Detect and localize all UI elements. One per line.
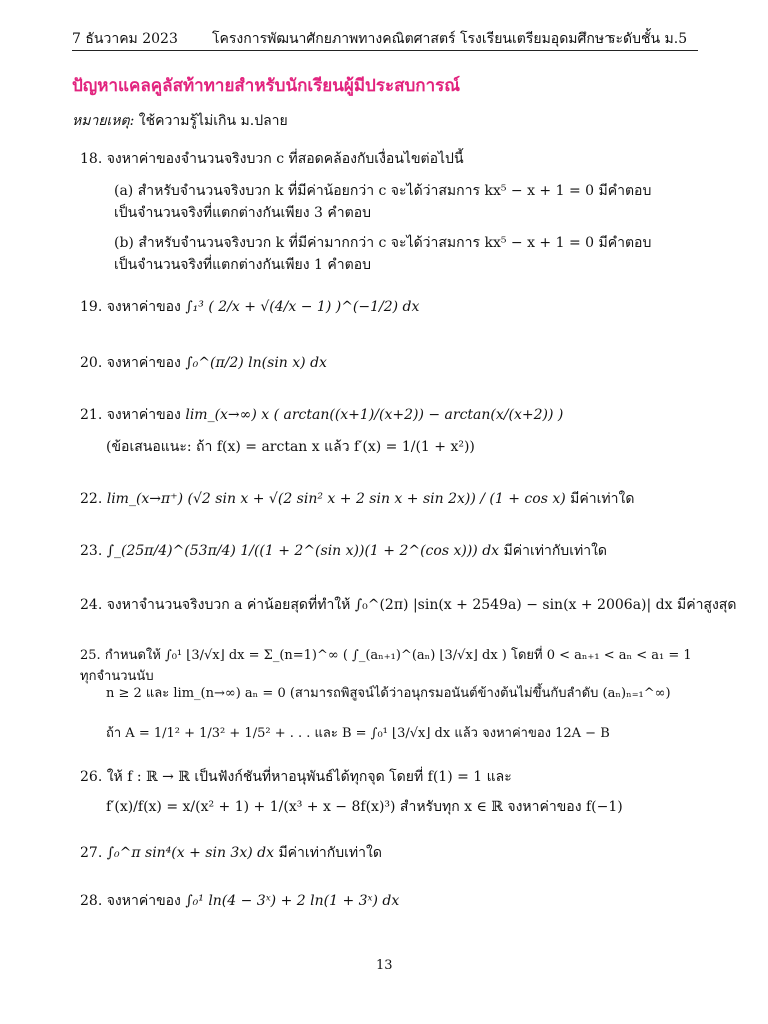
problem-line-1: กำหนดให้ ∫₀¹ ⌊3/√x⌋ dx = Σ_(n=1)^∞ ( ∫_(aₙ₊₁)^(aₙ) ⌊3/√x⌋ dx ) โดยที่ 0 < aₙ₊₁ < aₙ < a₁ = 1 ทุกจำนวนนับ — [80, 648, 692, 684]
problem-25 — [80, 644, 700, 686]
problem-25-line-2: n ≥ 2 และ lim_(n→∞) aₙ = 0 (สามารถพิสูจน์ได้ว่าอนุกรมอนันต์ข้างต้นไม่ขึ้นกับลำดับ (aₙ)ₙ₌₁^∞) — [106, 686, 671, 701]
problem-number: 26. — [80, 769, 103, 785]
problem-number: 20. — [80, 355, 103, 371]
problem-text: จงหาจำนวนจริงบวก a ค่าน้อยสุดที่ทำให้ ∫₀^(2π) |sin(x + 2549a) − sin(x + 2006a)| dx มีค่าสูงสุด — [106, 597, 737, 613]
problem-expression: lim_(x→π⁺) (√2 sin x + √(2 sin² x + 2 sin x + sin 2x)) / (1 + cos x) — [106, 491, 566, 507]
note-label: หมายเหตุ: — [72, 113, 135, 129]
problem-number: 23. — [80, 543, 103, 559]
problem-25-line-3: ถ้า A = 1/1² + 1/3² + 1/5² + . . . และ B = ∫₀¹ ⌊3/√x⌋ dx แล้ว จงหาค่าของ 12A − B — [106, 726, 610, 741]
note-text: ใช้ความรู้ไม่เกิน ม.ปลาย — [138, 113, 288, 129]
problem-suffix: มีค่าเท่ากับเท่าใด — [278, 845, 382, 861]
problem-26-line-2: f′(x)/f(x) = x/(x² + 1) + 1/(x³ + x − 8f(x)³) สำหรับทุก x ∈ ℝ จงหาค่าของ f(−1) — [106, 799, 623, 815]
problem-expression: lim_(x→∞) x ( arctan((x+1)/(x+2)) − arctan(x/(x+2)) ) — [185, 407, 564, 423]
header-level: ระดับชั้น ม.5 — [608, 31, 688, 47]
problem-21 — [80, 404, 563, 426]
problem-expression: ∫_(25π/4)^(53π/4) 1/((1 + 2^(sin x))(1 + 2^(cos x))) dx — [106, 543, 500, 559]
problem-28 — [80, 890, 399, 912]
problem-number: 18. — [80, 151, 103, 167]
problem-24 — [80, 594, 736, 616]
problem-26 — [80, 766, 512, 788]
header-rule — [72, 50, 698, 51]
problem-prefix: จงหาค่าของ — [106, 893, 181, 909]
problem-expression: ∫₀^(π/2) ln(sin x) dx — [185, 355, 327, 371]
problem-number: 22. — [80, 491, 103, 507]
problem-prefix: จงหาค่าของ — [106, 407, 181, 423]
problem-expression: ∫₀¹ ln(4 − 3ˣ) + 2 ln(1 + 3ˣ) dx — [185, 893, 400, 909]
problem-line-1: ให้ f : ℝ → ℝ เป็นฟังก์ชันที่หาอนุพันธ์ได้ทุกจุด โดยที่ f(1) = 1 และ — [106, 769, 512, 785]
problem-prefix: จงหาค่าของ — [106, 299, 181, 315]
problem-number: 19. — [80, 299, 103, 315]
section-title: ปัญหาแคลคูลัสท้าทายสำหรับนักเรียนผู้มีประสบการณ์ — [72, 76, 461, 96]
problem-text: จงหาค่าของจำนวนจริงบวก c ที่สอดคล้องกับเงื่อนไขต่อไปนี้ — [106, 151, 464, 167]
problem-number: 27. — [80, 845, 103, 861]
problem-number: 21. — [80, 407, 103, 423]
page-number: 13 — [376, 958, 393, 973]
problem-expression: ∫₁³ ( 2/x + √(4/x − 1) )^(−1/2) dx — [185, 299, 420, 315]
problem-23 — [80, 540, 607, 562]
problem-20 — [80, 352, 327, 374]
problem-number: 28. — [80, 893, 103, 909]
problem-22 — [80, 488, 634, 510]
problem-18-part-b: (b) สำหรับจำนวนจริงบวก k ที่มีค่ามากกว่า c จะได้ว่าสมการ kx⁵ − x + 1 = 0 มีคำตอบเป็นจำนวนจริงที่แตกต่างกันเพียง 1 คำตอบ — [114, 235, 652, 273]
header-project: โครงการพัฒนาศักยภาพทางคณิตศาสตร์ โรงเรียนเตรียมอุดมศึกษา — [212, 31, 612, 47]
problem-expression: ∫₀^π sin⁴(x + sin 3x) dx — [106, 845, 274, 861]
problem-19 — [80, 296, 419, 318]
problem-number: 25. — [80, 648, 101, 663]
problem-suffix: มีค่าเท่ากับเท่าใด — [503, 543, 607, 559]
problem-21-hint: (ข้อเสนอแนะ: ถ้า f(x) = arctan x แล้ว f′(x) = 1/(1 + x²)) — [106, 439, 475, 455]
note — [72, 110, 288, 132]
problem-prefix: จงหาค่าของ — [106, 355, 181, 371]
problem-18 — [80, 148, 464, 170]
header-date: 7 ธันวาคม 2023 — [72, 31, 178, 47]
problem-suffix: มีค่าเท่าใด — [570, 491, 635, 507]
problem-18-part-a: (a) สำหรับจำนวนจริงบวก k ที่มีค่าน้อยกว่า c จะได้ว่าสมการ kx⁵ − x + 1 = 0 มีคำตอบเป็นจำนวนจริงที่แตกต่างกันเพียง 3 คำตอบ — [114, 183, 652, 221]
problem-number: 24. — [80, 597, 103, 613]
problem-27 — [80, 842, 382, 864]
